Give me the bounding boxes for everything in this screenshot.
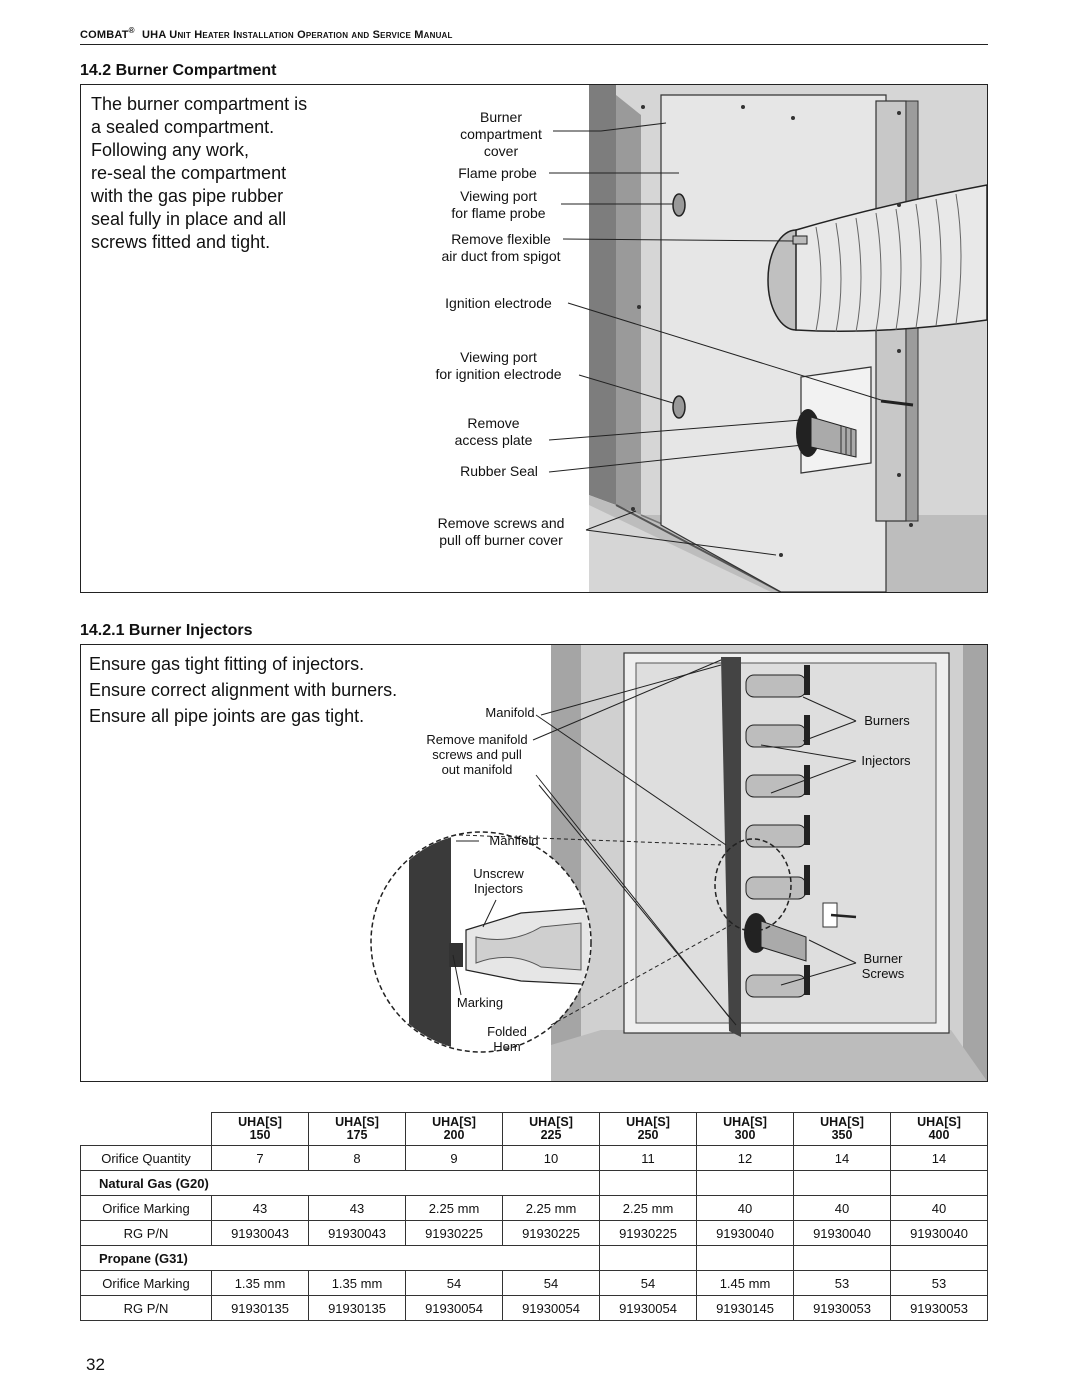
label-line: air duct from spigot — [441, 248, 561, 264]
col-size: 150 — [249, 1128, 271, 1142]
label-manifold-detail: Manifold — [489, 833, 539, 848]
label-line: access plate — [454, 432, 533, 448]
section-heading-burner-compartment: 14.2 Burner Compartment — [80, 62, 277, 79]
table-cell — [794, 1246, 891, 1271]
header-brand: COMBAT — [80, 28, 129, 41]
table-cell: 43 — [309, 1196, 406, 1221]
label-remove-manifold — [417, 732, 537, 777]
table-cell — [697, 1246, 794, 1271]
label-remove-duct — [421, 231, 581, 265]
table-cell: 91930225 — [600, 1221, 697, 1246]
col-size: 225 — [540, 1128, 562, 1142]
table-cell: 8 — [309, 1146, 406, 1171]
label-marking: Marking — [456, 995, 504, 1010]
table-col-header — [503, 1113, 600, 1146]
table-cell: 43 — [212, 1196, 309, 1221]
intro-line: The burner compartment is — [91, 94, 308, 114]
label-viewing-port-ignition — [416, 349, 581, 383]
col-model: UHA[S] — [432, 1115, 476, 1129]
table-cell: 91930040 — [697, 1221, 794, 1246]
row-label: Orifice Quantity — [81, 1146, 212, 1171]
table-cell: 91930053 — [794, 1296, 891, 1321]
header-title: UHA Unit Heater Installation Operation and Service Manual — [142, 28, 453, 41]
label-injectors: Injectors — [861, 753, 911, 768]
intro-line: a sealed compartment. — [91, 117, 275, 137]
table-col-header — [600, 1113, 697, 1146]
table-cell: 54 — [600, 1271, 697, 1296]
table-cell — [600, 1171, 697, 1196]
table-cell: 91930040 — [891, 1221, 988, 1246]
label-viewing-port-flame — [431, 188, 566, 222]
orifice-table — [80, 1112, 988, 1321]
table-cell: 91930054 — [406, 1296, 503, 1321]
burner-compartment-figure — [80, 84, 988, 593]
label-line: Viewing port — [460, 188, 537, 204]
row-label: RG P/N — [81, 1221, 212, 1246]
table-cell: 40 — [794, 1196, 891, 1221]
section-label: Propane (G31) — [81, 1246, 600, 1271]
table-cell: 1.35 mm — [212, 1271, 309, 1296]
table-cell: 54 — [406, 1271, 503, 1296]
table-cell: 2.25 mm — [600, 1196, 697, 1221]
page-number: 32 — [86, 1355, 105, 1374]
table-cell: 91930054 — [503, 1296, 600, 1321]
col-model: UHA[S] — [335, 1115, 379, 1129]
col-model: UHA[S] — [723, 1115, 767, 1129]
table-cell: 12 — [697, 1146, 794, 1171]
table-cell: 91930043 — [309, 1221, 406, 1246]
label-line: cover — [483, 143, 519, 159]
table-cell: 1.45 mm — [697, 1271, 794, 1296]
col-size: 250 — [637, 1128, 659, 1142]
table-cell: 9 — [406, 1146, 503, 1171]
col-model: UHA[S] — [917, 1115, 961, 1129]
table-cell: 40 — [697, 1196, 794, 1221]
label-ignition-electrode: Ignition electrode — [445, 295, 552, 311]
table-cell: 91930145 — [697, 1296, 794, 1321]
label-burner-screws — [855, 951, 911, 981]
table-corner — [81, 1113, 212, 1146]
table-header-row — [81, 1113, 988, 1146]
label-line: Remove manifold — [426, 732, 528, 747]
table-row-orifice-quantity — [81, 1146, 988, 1171]
table-cell: 91930043 — [212, 1221, 309, 1246]
table-cell: 14 — [891, 1146, 988, 1171]
table-row-ng-part-number — [81, 1221, 988, 1246]
col-size: 200 — [443, 1128, 465, 1142]
col-size: 400 — [928, 1128, 950, 1142]
table-col-header — [891, 1113, 988, 1146]
table-col-header — [697, 1113, 794, 1146]
label-folded-hem — [477, 1024, 537, 1054]
label-line: Remove screws and — [437, 515, 565, 531]
table-cell: 2.25 mm — [503, 1196, 600, 1221]
label-line: Hem — [493, 1039, 521, 1054]
intro-line: seal fully in place and all — [91, 209, 287, 229]
label-rubber-seal: Rubber Seal — [460, 463, 538, 479]
table-col-header — [309, 1113, 406, 1146]
label-line: Unscrew — [473, 866, 524, 881]
header-reg: ® — [128, 26, 135, 35]
section-heading-burner-injectors: 14.2.1 Burner Injectors — [80, 622, 253, 639]
row-label: Orifice Marking — [81, 1271, 212, 1296]
table-row-propane-orifice-marking — [81, 1271, 988, 1296]
intro-line: re-seal the compartment — [91, 163, 287, 183]
col-model: UHA[S] — [820, 1115, 864, 1129]
table-cell: 53 — [891, 1271, 988, 1296]
table-cell: 91930135 — [309, 1296, 406, 1321]
table-cell: 11 — [600, 1146, 697, 1171]
table-row-ng-orifice-marking — [81, 1196, 988, 1221]
label-line: Burner — [863, 951, 903, 966]
section-label: Natural Gas (G20) — [81, 1171, 600, 1196]
row-label: Orifice Marking — [81, 1196, 212, 1221]
intro-line: Ensure gas tight fitting of injectors. — [89, 654, 365, 674]
col-model: UHA[S] — [238, 1115, 282, 1129]
table-cell: 40 — [891, 1196, 988, 1221]
table-section-propane — [81, 1246, 988, 1271]
table-cell — [697, 1171, 794, 1196]
label-line: Remove flexible — [451, 231, 551, 247]
label-line: for ignition electrode — [435, 366, 562, 382]
col-size: 300 — [734, 1128, 756, 1142]
table-cell: 91930054 — [600, 1296, 697, 1321]
col-size: 350 — [831, 1128, 853, 1142]
label-remove-screws — [421, 515, 581, 549]
table-cell: 2.25 mm — [406, 1196, 503, 1221]
label-flame-probe: Flame probe — [458, 165, 537, 181]
intro-line: Ensure correct alignment with burners. — [89, 680, 398, 700]
intro-line: screws fitted and tight. — [91, 232, 271, 252]
label-line: pull off burner cover — [439, 532, 563, 548]
label-line: out manifold — [441, 762, 513, 777]
table-cell — [891, 1246, 988, 1271]
burner-injectors-figure — [80, 644, 988, 1082]
label-unscrew-injectors — [461, 866, 536, 896]
label-line: Remove — [467, 415, 520, 431]
label-remove-access-plate — [441, 415, 546, 449]
table-cell — [600, 1246, 697, 1271]
table-col-header — [794, 1113, 891, 1146]
table-cell: 10 — [503, 1146, 600, 1171]
table-col-header — [212, 1113, 309, 1146]
table-cell: 91930135 — [212, 1296, 309, 1321]
table-cell: 14 — [794, 1146, 891, 1171]
label-line: compartment — [460, 126, 542, 142]
table-cell: 53 — [794, 1271, 891, 1296]
label-line: for flame probe — [451, 205, 546, 221]
label-line: Injectors — [473, 881, 524, 896]
col-model: UHA[S] — [626, 1115, 670, 1129]
running-header — [80, 26, 988, 45]
label-line: Screws — [861, 966, 905, 981]
table-cell: 91930040 — [794, 1221, 891, 1246]
label-manifold: Manifold — [485, 705, 535, 720]
table-cell: 91930225 — [406, 1221, 503, 1246]
table-row-propane-part-number — [81, 1296, 988, 1321]
intro-line: Ensure all pipe joints are gas tight. — [89, 706, 365, 726]
table-cell: 91930225 — [503, 1221, 600, 1246]
label-line: Folded — [487, 1024, 527, 1039]
table-cell: 7 — [212, 1146, 309, 1171]
label-burners: Burners — [864, 713, 910, 728]
label-line: Viewing port — [460, 349, 537, 365]
label-burner-cover — [446, 109, 556, 160]
col-size: 175 — [346, 1128, 368, 1142]
table-cell: 54 — [503, 1271, 600, 1296]
label-line: Burner — [479, 109, 523, 125]
col-model: UHA[S] — [529, 1115, 573, 1129]
burner-compartment-intro — [91, 93, 307, 254]
label-line: screws and pull — [432, 747, 522, 762]
table-col-header — [406, 1113, 503, 1146]
intro-line: Following any work, — [91, 140, 250, 160]
table-cell: 1.35 mm — [309, 1271, 406, 1296]
table-cell — [794, 1171, 891, 1196]
intro-line: with the gas pipe rubber — [91, 186, 284, 206]
table-cell: 91930053 — [891, 1296, 988, 1321]
burner-injectors-intro — [89, 651, 397, 729]
table-cell — [891, 1171, 988, 1196]
row-label: RG P/N — [81, 1296, 212, 1321]
table-section-natural-gas — [81, 1171, 988, 1196]
